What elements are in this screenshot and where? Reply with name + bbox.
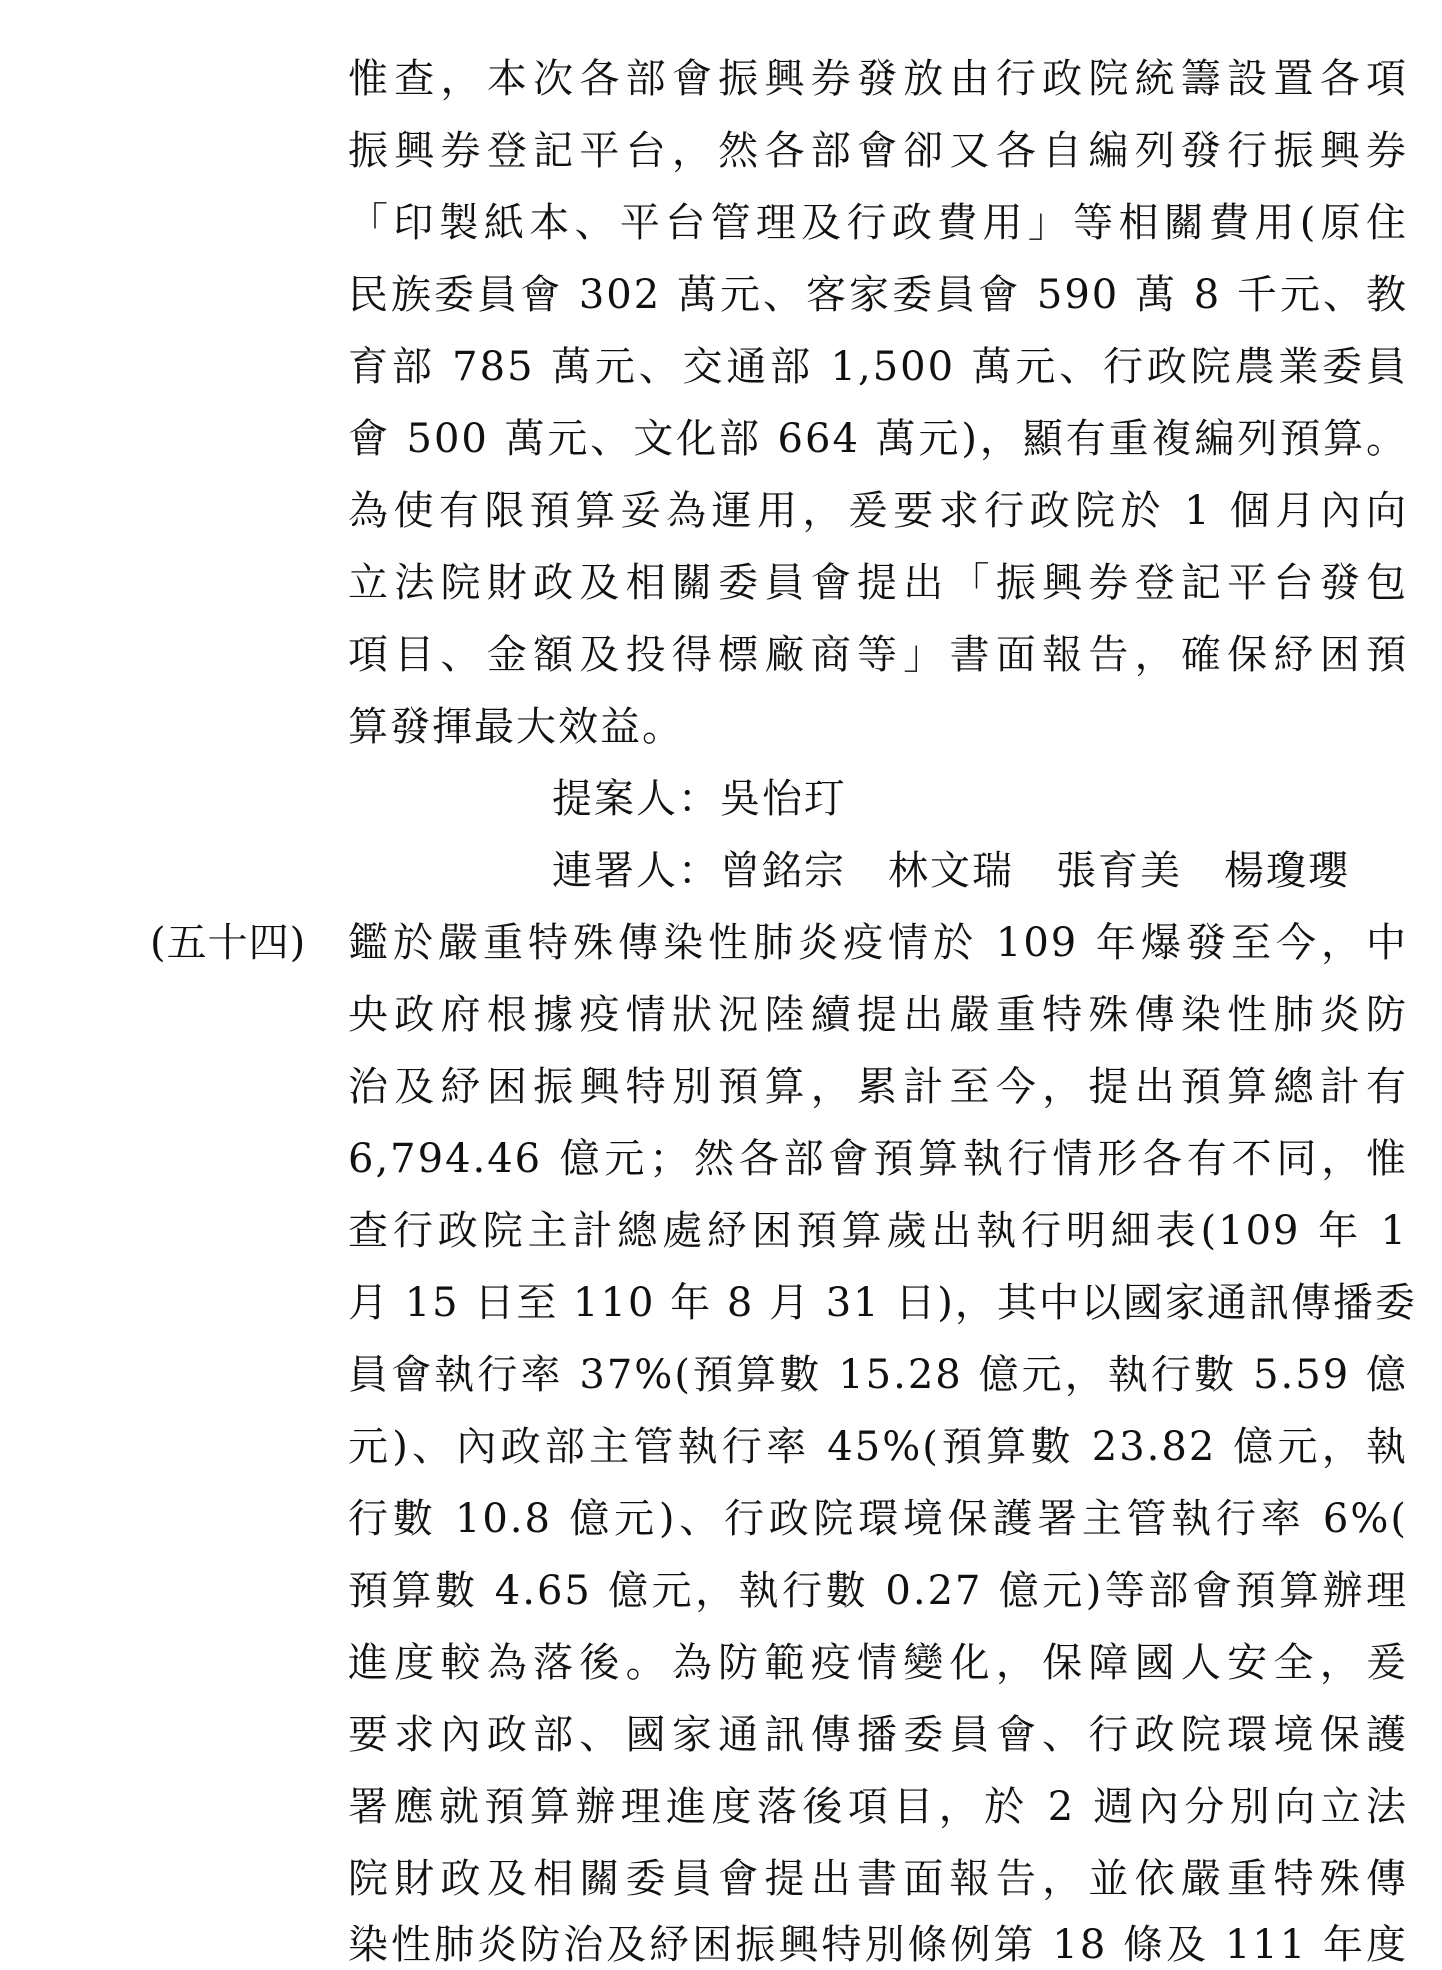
text-line: 月 15 日至 110 年 8 月 31 日)，其中以國家通訊傳播委 bbox=[348, 1280, 1417, 1326]
text-line: 染性肺炎防治及紓困振興特別條例第 18 條及 111 年度 bbox=[348, 1922, 1408, 1968]
item-number: (五十四) bbox=[150, 920, 307, 966]
text-line: 員會執行率 37%(預算數 15.28 億元，執行數 5.59 億 bbox=[348, 1352, 1408, 1398]
text-line: 立法院財政及相關委員會提出「振興券登記平台發包 bbox=[348, 560, 1408, 606]
text-line: 要求內政部、國家通訊傳播委員會、行政院環境保護 bbox=[348, 1712, 1408, 1758]
text-line: 央政府根據疫情狀況陸續提出嚴重特殊傳染性肺炎防 bbox=[348, 992, 1408, 1038]
text-line: 為使有限預算妥為運用，爰要求行政院於 1 個月內向 bbox=[348, 488, 1408, 534]
proposer-line: 提案人：吳怡玎 bbox=[552, 776, 846, 822]
text-line: 院財政及相關委員會提出書面報告，並依嚴重特殊傳 bbox=[348, 1856, 1408, 1902]
text-line: 算發揮最大效益。 bbox=[348, 704, 684, 750]
text-line: 惟查，本次各部會振興券發放由行政院統籌設置各項 bbox=[348, 56, 1408, 102]
text-line: 查行政院主計總處紓困預算歲出執行明細表(109 年 1 bbox=[348, 1208, 1408, 1254]
text-line: 育部 785 萬元、交通部 1,500 萬元、行政院農業委員 bbox=[348, 344, 1408, 390]
text-line: 項目、金額及投得標廠商等」書面報告，確保紓困預 bbox=[348, 632, 1408, 678]
text-line: 會 500 萬元、文化部 664 萬元)，顯有重複編列預算。 bbox=[348, 416, 1408, 462]
text-line: 6,794.46 億元；然各部會預算執行情形各有不同，惟 bbox=[348, 1136, 1408, 1182]
text-line: 署應就預算辦理進度落後項目，於 2 週內分別向立法 bbox=[348, 1784, 1408, 1830]
text-line: 鑑於嚴重特殊傳染性肺炎疫情於 109 年爆發至今，中 bbox=[348, 920, 1408, 966]
text-line: 元)、內政部主管執行率 45%(預算數 23.82 億元，執 bbox=[348, 1424, 1408, 1470]
text-line: 行數 10.8 億元)、行政院環境保護署主管執行率 6%( bbox=[348, 1496, 1408, 1542]
text-line: 民族委員會 302 萬元、客家委員會 590 萬 8 千元、教 bbox=[348, 272, 1408, 318]
text-line: 預算數 4.65 億元，執行數 0.27 億元)等部會預算辦理 bbox=[348, 1568, 1408, 1614]
text-line: 「印製紙本、平台管理及行政費用」等相關費用(原住 bbox=[348, 200, 1408, 246]
text-line: 進度較為落後。為防範疫情變化，保障國人安全，爰 bbox=[348, 1640, 1408, 1686]
text-line: 振興券登記平台，然各部會卻又各自編列發行振興券 bbox=[348, 128, 1408, 174]
cosigners-line: 連署人：曾銘宗 林文瑞 張育美 楊瓊瓔 bbox=[552, 848, 1350, 894]
text-line: 治及紓困振興特別預算，累計至今，提出預算總計有 bbox=[348, 1064, 1408, 1110]
